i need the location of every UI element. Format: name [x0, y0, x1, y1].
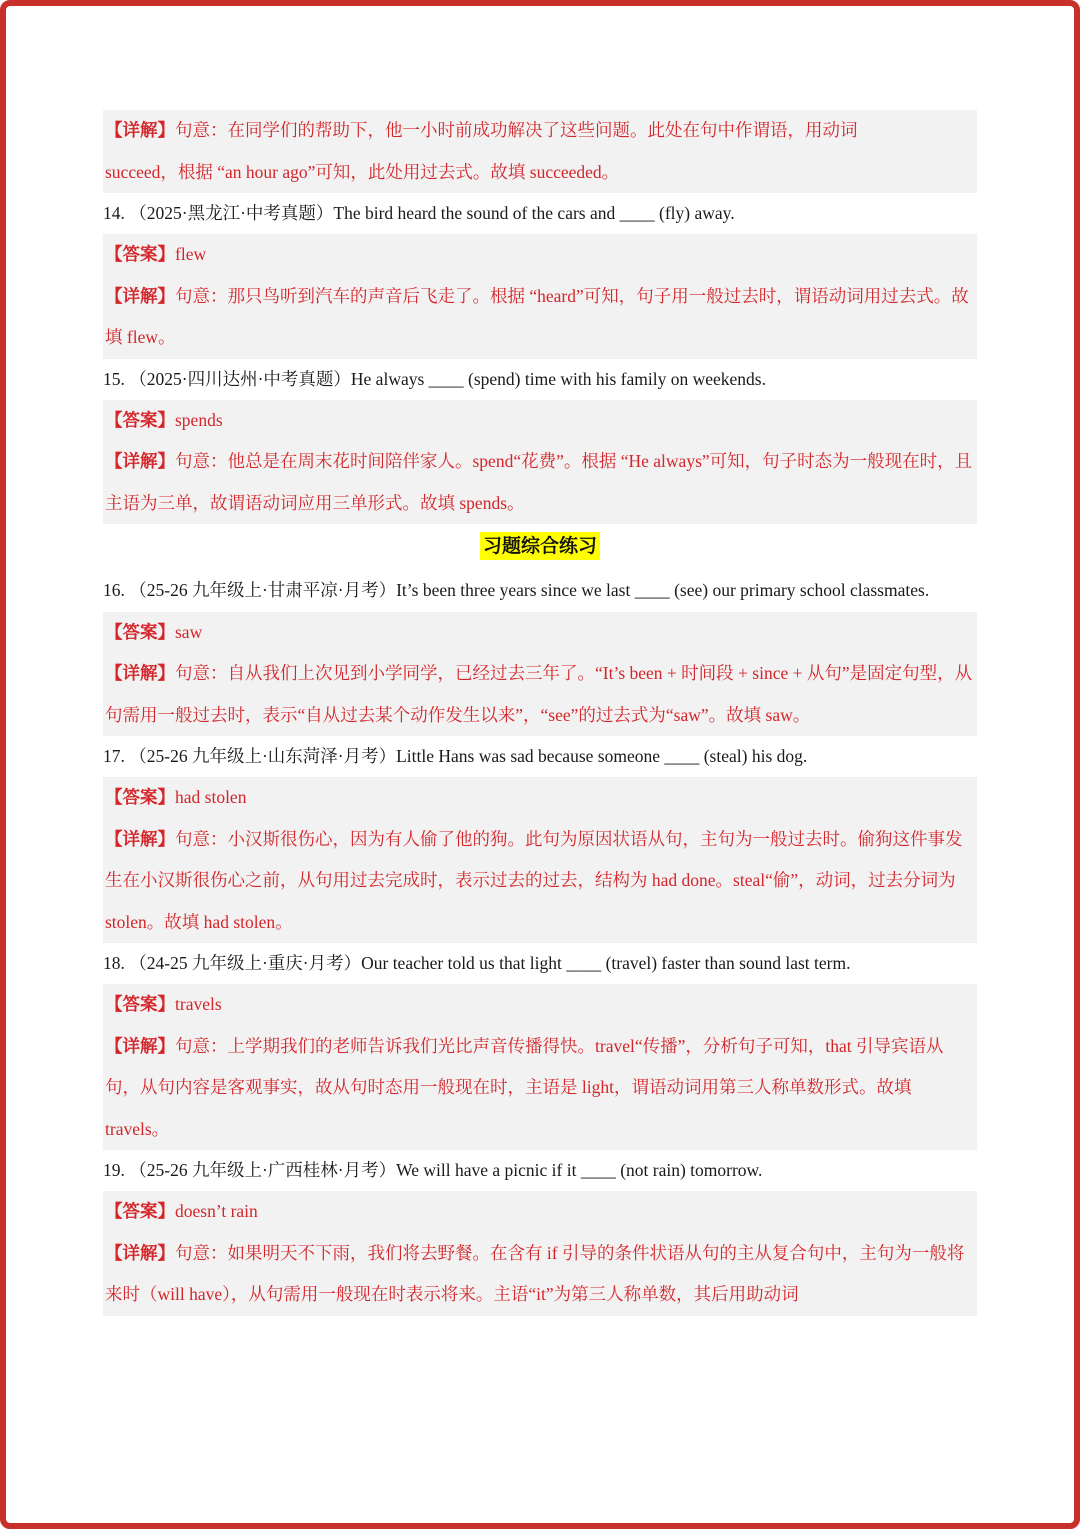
- answer-block-16: [103, 612, 977, 737]
- answer-text: saw: [175, 621, 203, 642]
- answer-line: 【答案】doesn’t rain: [105, 1201, 258, 1221]
- answer-block-18: [103, 984, 977, 1150]
- answer-block-14: [103, 234, 977, 359]
- answer-line: 【答案】had stolen: [105, 787, 247, 807]
- answer-text: doesn’t rain: [175, 1201, 258, 1221]
- answer-line: 【答案】saw: [105, 621, 203, 642]
- answer-block-17: [103, 777, 977, 943]
- detail-text: 【详解】句意：自从我们上次见到小学同学，已经过去三年了。“It’s been + 时间段 + since + 从句”是固定句型，从句需用一般过去时，表示“自从过去某个动作发生以来”，“see”的过去式为“saw”。故填 saw。: [105, 663, 973, 725]
- detail-tag: 【详解】: [105, 120, 175, 140]
- answer-line: 【答案】spends: [105, 409, 223, 430]
- document-body: [103, 110, 977, 1316]
- answer-line: 【答案】flew: [105, 244, 207, 264]
- detail-text: 【详解】句意：如果明天不下雨，我们将去野餐。在含有 if 引导的条件状语从句的主从复合句中，主句为一般将来时（will have），从句需用一般现在时表示将来。主语“it”为第三人称单数，其后用助动词: [105, 1242, 965, 1304]
- detail-line: succeed，根据 “an hour ago”可知，此处用过去式。故填 succeeded。: [105, 161, 620, 182]
- detail-text: 【详解】句意：那只鸟听到汽车的声音后飞走了。根据 “heard”可知，句子用一般过去时，谓语动词用过去式。故填 flew。: [105, 285, 969, 347]
- question-17: 17. （25-26 九年级上·山东菏泽·月考）Little Hans was sad because someone ____ (steal) his dog.: [103, 746, 808, 766]
- question-14: 14. （2025·黑龙江·中考真题）The bird heard the sound of the cars and ____ (fly) away.: [103, 203, 735, 223]
- detail-text: 【详解】句意：他总是在周末花时间陪伴家人。spend“花费”。根据 “He always”可知，句子时态为一般现在时，且主语为三单，故谓语动词应用三单形式。故填 spends。: [105, 451, 973, 513]
- answer-block-15: [103, 400, 977, 525]
- section-title: 习题综合练习: [103, 524, 977, 570]
- answer-text: spends: [175, 409, 223, 430]
- detail-text: 【详解】句意：小汉斯很伤心，因为有人偷了他的狗。此句为原因状语从句，主句为一般过去时。偷狗这件事发生在小汉斯很伤心之前，从句用过去完成时，表示过去的过去，结构为 had done。steal“偷”，动词，过去分词为 stolen。故填 had stolen。: [105, 828, 963, 932]
- question-16: 16. （25-26 九年级上·甘肃平凉·月考）It’s been three years since we last ____ (see) our primary school classmates.: [103, 580, 930, 600]
- question-19: 19. （25-26 九年级上·广西桂林·月考）We will have a picnic if it ____ (not rain) tomorrow.: [103, 1160, 763, 1180]
- detail-text: 【详解】句意：上学期我们的老师告诉我们光比声音传播得快。travel“传播”，分析句子可知，that 引导宾语从句，从句内容是客观事实，故从句时态用一般现在时，主语是 light，谓语动词用第三人称单数形式。故填 travels。: [105, 1035, 944, 1139]
- question-18: 18. （24-25 九年级上·重庆·月考）Our teacher told us that light ____ (travel) faster than sound last term.: [103, 953, 851, 973]
- detail-line: 【详解】句意：在同学们的帮助下，他一小时前成功解决了这些问题。此处在句中作谓语，用动词: [105, 120, 858, 140]
- answer-block-19: [103, 1191, 977, 1316]
- question-15: 15. （2025·四川达州·中考真题）He always ____ (spend) time with his family on weekends.: [103, 368, 766, 389]
- answer-text: travels: [175, 994, 222, 1014]
- answer-text: flew: [175, 244, 207, 264]
- answer-line: 【答案】travels: [105, 994, 222, 1014]
- detail-block-13: [103, 110, 977, 193]
- answer-text: had stolen: [175, 787, 247, 807]
